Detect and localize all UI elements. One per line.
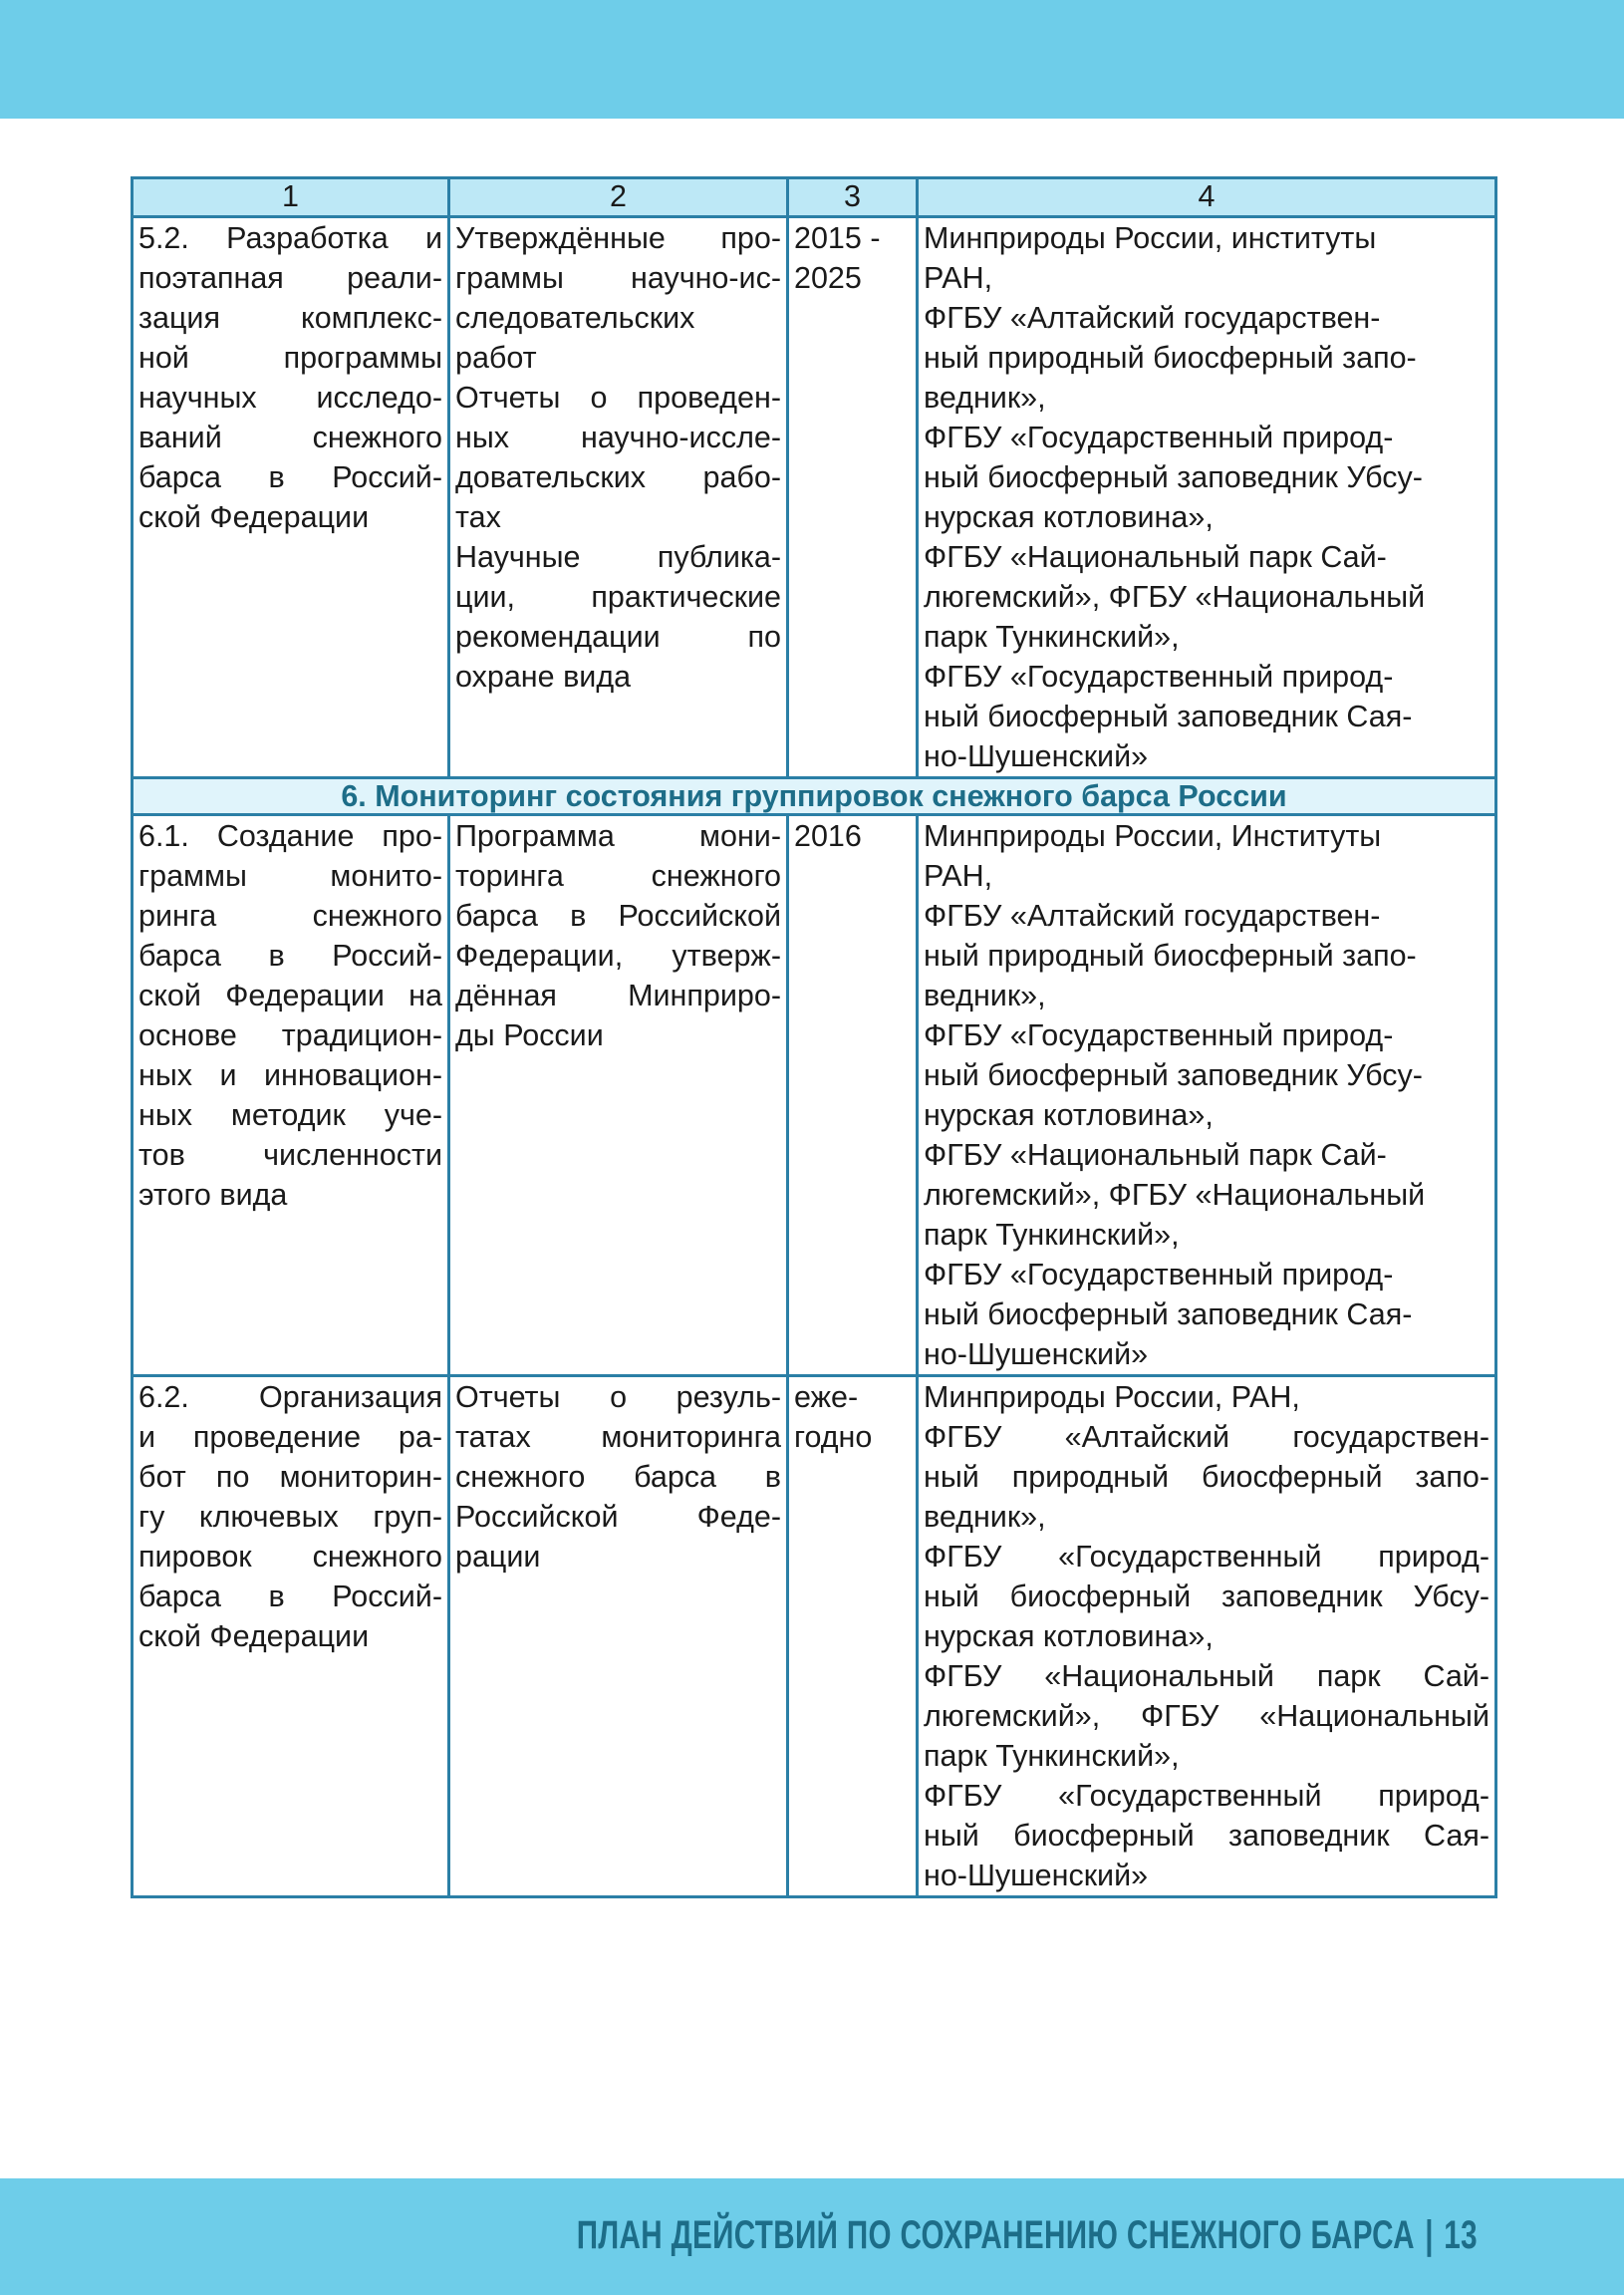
cell-line: ФГБУ «Государственный природ- bbox=[924, 1540, 1489, 1574]
table-row bbox=[133, 217, 1496, 778]
cell-line: 6.1. Создание про- bbox=[138, 819, 442, 853]
executors-cell bbox=[918, 815, 1496, 1376]
cell-line: граммы научно-ис- bbox=[455, 261, 781, 295]
cell-line: барса в Россий- bbox=[138, 939, 442, 973]
cell-line: барса в Россий- bbox=[138, 460, 442, 494]
cell-line: ных методик уче- bbox=[138, 1098, 442, 1132]
cell-line: ФГБУ «Государственный природ- bbox=[924, 1258, 1394, 1291]
cell-line: научных исследо- bbox=[138, 381, 442, 415]
cell-line: нурская котловина», bbox=[924, 500, 1214, 534]
column-header-1: 1 bbox=[133, 178, 449, 217]
cell-line: 2016 bbox=[794, 819, 862, 853]
cell-line: но-Шушенский» bbox=[924, 1859, 1149, 1892]
cell-line: ФГБУ «Государственный природ- bbox=[924, 660, 1394, 694]
cell-line: нурская котловина», bbox=[924, 1098, 1214, 1132]
cell-line: поэтапная реали- bbox=[138, 261, 442, 295]
cell-line: ФГБУ «Алтайский государствен- bbox=[924, 301, 1381, 335]
executors-cell bbox=[918, 1376, 1496, 1897]
cell-line: и проведение ра- bbox=[138, 1420, 442, 1454]
cell-line: ный биосферный заповедник Сая- bbox=[924, 1297, 1413, 1331]
cell-line: 6.2. Организация bbox=[138, 1380, 442, 1414]
cell-line: нурская котловина», bbox=[924, 1619, 1214, 1653]
term-cell bbox=[788, 1376, 918, 1897]
cell-line: Отчеты о резуль- bbox=[455, 1380, 781, 1414]
cell-line: ской Федерации bbox=[138, 500, 370, 534]
cell-line: парк Тункинский», bbox=[924, 1739, 1180, 1773]
cell-line: но-Шушенский» bbox=[924, 739, 1149, 773]
result-cell bbox=[449, 815, 788, 1376]
cell-line: рации bbox=[455, 1540, 541, 1574]
footer-separator: | bbox=[1425, 2212, 1434, 2257]
cell-line: граммы монито- bbox=[138, 859, 442, 893]
cell-line: ФГБУ «Государственный природ- bbox=[924, 421, 1394, 454]
cell-line: Отчеты о проведен- bbox=[455, 381, 781, 415]
cell-line: Минприроды России, Институты bbox=[924, 819, 1382, 853]
cell-line: ФГБУ «Алтайский государствен- bbox=[924, 1420, 1489, 1454]
cell-line: татах мониторинга bbox=[455, 1420, 781, 1454]
cell-line: дённая Минприро- bbox=[455, 979, 781, 1012]
column-header-2: 2 bbox=[449, 178, 788, 217]
action-plan-table bbox=[131, 176, 1497, 1898]
cell-line: ФГБУ «Национальный парк Сай- bbox=[924, 1138, 1387, 1172]
cell-line: Программа мони- bbox=[455, 819, 781, 853]
result-cell bbox=[449, 1376, 788, 1897]
cell-line: ный биосферный заповедник Убсу- bbox=[924, 1058, 1423, 1092]
column-header-3: 3 bbox=[788, 178, 918, 217]
result-cell bbox=[449, 217, 788, 778]
cell-line: но-Шушенский» bbox=[924, 1337, 1149, 1371]
cell-line: люгемский», ФГБУ «Национальный bbox=[924, 1699, 1489, 1733]
cell-line: парк Тункинский», bbox=[924, 620, 1180, 654]
cell-line: 5.2. Разработка и bbox=[138, 221, 442, 255]
cell-line: Утверждённые про- bbox=[455, 221, 781, 255]
cell-line: ции, практические bbox=[455, 580, 781, 614]
table-row bbox=[133, 815, 1496, 1376]
cell-line: РАН, bbox=[924, 859, 993, 893]
cell-line: ных и инновацион- bbox=[138, 1058, 442, 1092]
section-row bbox=[133, 778, 1496, 815]
cell-line: ской Федерации на bbox=[138, 979, 442, 1012]
cell-line: работ bbox=[455, 341, 537, 375]
section-title: 6. Мониторинг состояния группировок снежного барса России bbox=[133, 778, 1496, 815]
cell-line: парк Тункинский», bbox=[924, 1218, 1180, 1252]
cell-line: ный биосферный заповедник Сая- bbox=[924, 1819, 1489, 1853]
cell-line: тах bbox=[455, 500, 501, 534]
cell-line: рекомендации по bbox=[455, 620, 781, 654]
cell-line: бот по мониторин- bbox=[138, 1460, 442, 1494]
cell-line: ведник», bbox=[924, 979, 1046, 1012]
task-cell bbox=[133, 217, 449, 778]
cell-line: ваний снежного bbox=[138, 421, 442, 454]
cell-line: основе традицион- bbox=[138, 1018, 442, 1052]
cell-line: пировок снежного bbox=[138, 1540, 442, 1574]
table-row bbox=[133, 1376, 1496, 1897]
cell-line: ринга снежного bbox=[138, 899, 442, 933]
cell-line: ный биосферный заповедник Убсу- bbox=[924, 1579, 1489, 1613]
cell-line: охране вида bbox=[455, 660, 632, 694]
footer-title: ПЛАН ДЕЙСТВИЙ ПО СОХРАНЕНИЮ СНЕЖНОГО БАРСА bbox=[576, 2212, 1415, 2257]
cell-line: еже- bbox=[794, 1380, 859, 1414]
cell-line: довательских рабо- bbox=[455, 460, 781, 494]
cell-line: торинга снежного bbox=[455, 859, 781, 893]
cell-line: Российской Феде- bbox=[455, 1500, 781, 1534]
cell-line: барса в Российской bbox=[455, 899, 781, 933]
cell-line: ды России bbox=[455, 1018, 604, 1052]
cell-line: Научные публика- bbox=[455, 540, 781, 574]
cell-line: гу ключевых груп- bbox=[138, 1500, 442, 1534]
cell-line: РАН, bbox=[924, 261, 993, 295]
cell-line: этого вида bbox=[138, 1178, 288, 1212]
cell-line: ный природный биосферный запо- bbox=[924, 1460, 1489, 1494]
cell-line: ный природный биосферный запо- bbox=[924, 939, 1417, 973]
cell-line: ФГБУ «Национальный парк Сай- bbox=[924, 1659, 1489, 1693]
cell-line: ный природный биосферный запо- bbox=[924, 341, 1417, 375]
cell-line: Минприроды России, институты bbox=[924, 221, 1377, 255]
cell-line: ведник», bbox=[924, 1500, 1046, 1534]
cell-line: ФГБУ «Национальный парк Сай- bbox=[924, 540, 1387, 574]
cell-line: ФГБУ «Государственный природ- bbox=[924, 1018, 1394, 1052]
cell-line: ной программы bbox=[138, 341, 442, 375]
page-number: 13 bbox=[1444, 2212, 1478, 2257]
cell-line: 2025 bbox=[794, 261, 862, 295]
cell-line: годно bbox=[794, 1420, 873, 1454]
cell-line: 2015 - bbox=[794, 221, 881, 255]
cell-line: Минприроды России, РАН, bbox=[924, 1380, 1300, 1414]
cell-line: ных научно-иссле- bbox=[455, 421, 781, 454]
cell-line: люгемский», ФГБУ «Национальный bbox=[924, 580, 1426, 614]
cell-line: люгемский», ФГБУ «Национальный bbox=[924, 1178, 1426, 1212]
column-header-4: 4 bbox=[918, 178, 1496, 217]
cell-line: ФГБУ «Государственный природ- bbox=[924, 1779, 1489, 1813]
cell-line: следовательских bbox=[455, 301, 695, 335]
cell-line: барса в Россий- bbox=[138, 1579, 442, 1613]
cell-line: ный биосферный заповедник Убсу- bbox=[924, 460, 1423, 494]
cell-line: Федерации, утверж- bbox=[455, 939, 781, 973]
cell-line: зация комплекс- bbox=[138, 301, 442, 335]
cell-line: ФГБУ «Алтайский государствен- bbox=[924, 899, 1381, 933]
page-footer bbox=[577, 2205, 1478, 2265]
cell-line: ской Федерации bbox=[138, 1619, 370, 1653]
cell-line: тов численности bbox=[138, 1138, 442, 1172]
task-cell bbox=[133, 1376, 449, 1897]
table-header-row bbox=[133, 178, 1496, 217]
cell-line: ведник», bbox=[924, 381, 1046, 415]
executors-cell bbox=[918, 217, 1496, 778]
top-color-band bbox=[0, 0, 1624, 119]
cell-line: снежного барса в bbox=[455, 1460, 781, 1494]
term-cell bbox=[788, 217, 918, 778]
task-cell bbox=[133, 815, 449, 1376]
cell-line: ный биосферный заповедник Сая- bbox=[924, 700, 1413, 733]
term-cell bbox=[788, 815, 918, 1376]
